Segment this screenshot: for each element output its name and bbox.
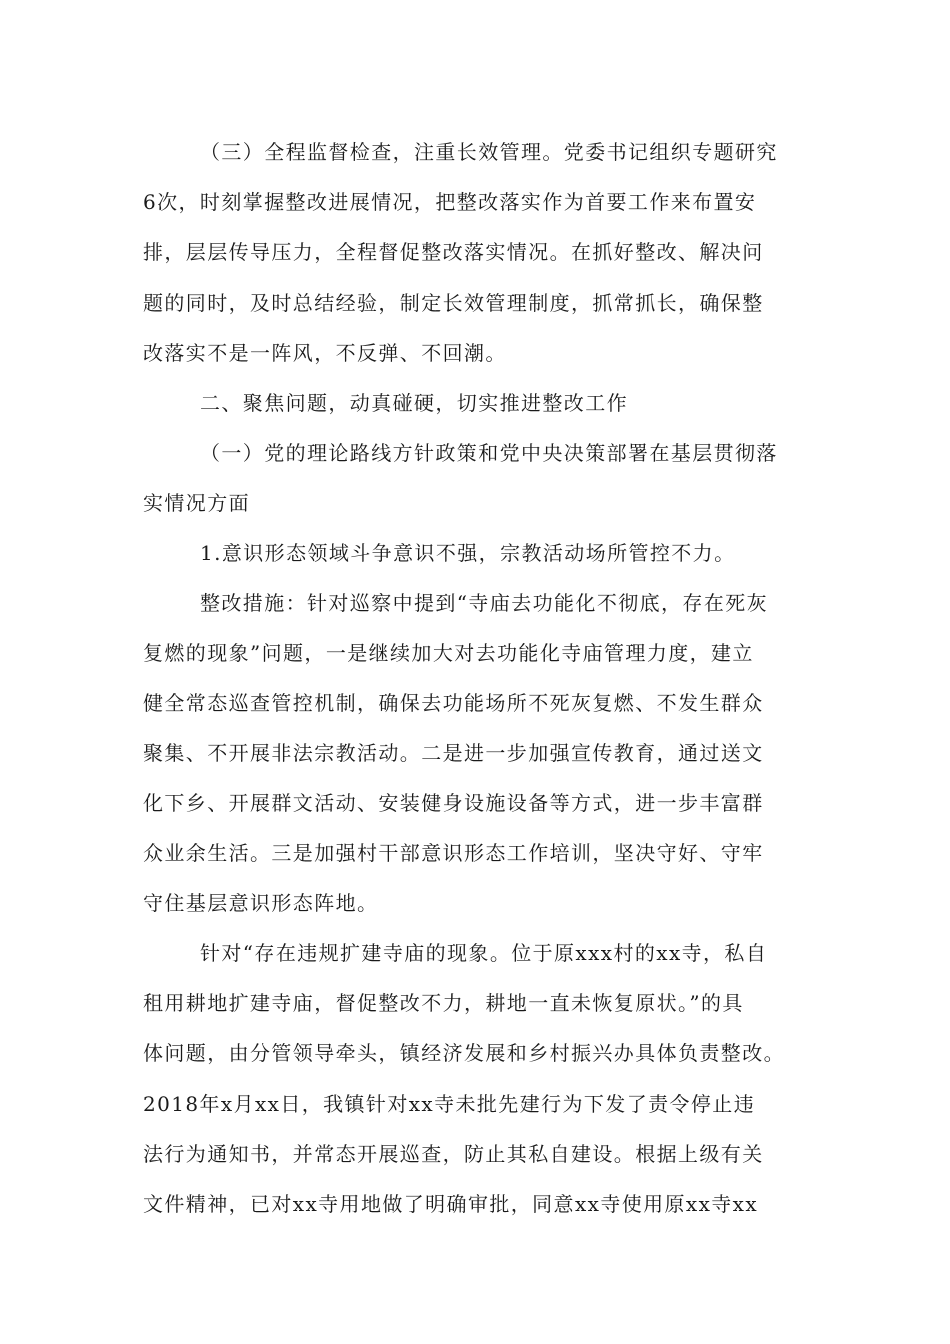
paragraph-line: 2018年x月xx日，我镇针对xx寺未批先建行为下发了责令停止违 — [143, 1092, 756, 1116]
subsection-heading: 实情况方面 — [143, 491, 250, 515]
paragraph-line: 改落实不是一阵风，不反弹、不回潮。 — [143, 341, 507, 365]
paragraph-line: 法行为通知书，并常态开展巡查，防止其私自建设。根据上级有关 — [143, 1142, 764, 1166]
paragraph-line: 文件精神，已对xx寺用地做了明确审批，同意xx寺使用原xx寺xx — [143, 1192, 759, 1216]
paragraph-line: 守住基层意识形态阵地。 — [143, 891, 379, 915]
paragraph-line: 聚集、不开展非法宗教活动。二是进一步加强宣传教育，通过送文 — [143, 741, 764, 765]
paragraph-line: （三）全程监督检查，注重长效管理。党委书记组织专题研究 — [200, 140, 778, 164]
paragraph-line: 题的同时，及时总结经验，制定长效管理制度，抓常抓长，确保整 — [143, 291, 764, 315]
paragraph-line: 健全常态巡查管控机制，确保去功能场所不死灰复燃、不发生群众 — [143, 691, 764, 715]
paragraph-line: 6次，时刻掌握整改进展情况，把整改落实作为首要工作来布置安 — [143, 190, 757, 214]
paragraph-line: 化下乡、开展群文活动、安装健身设施设备等方式，进一步丰富群 — [143, 791, 764, 815]
subsection-heading: （一）党的理论路线方针政策和党中央决策部署在基层贯彻落 — [200, 441, 778, 465]
paragraph-line: 复燃的现象”问题，一是继续加大对去功能化寺庙管理力度，建立 — [143, 641, 754, 665]
paragraph-line: 整改措施：针对巡察中提到“寺庙去功能化不彻底，存在死灰 — [200, 591, 769, 615]
item-heading: 1.意识形态领域斗争意识不强，宗教活动场所管控不力。 — [200, 541, 736, 565]
paragraph-line: 众业余生活。三是加强村干部意识形态工作培训，坚决守好、守牢 — [143, 841, 764, 865]
paragraph-line: 排，层层传导压力，全程督促整改落实情况。在抓好整改、解决问 — [143, 240, 764, 264]
paragraph-line: 针对“存在违规扩建寺庙的现象。位于原xxx村的xx寺，私自 — [200, 941, 768, 965]
paragraph-line: 体问题，由分管领导牵头，镇经济发展和乡村振兴办具体负责整改。 — [143, 1041, 785, 1065]
section-heading: 二、聚焦问题，动真碰硬，切实推进整改工作 — [200, 391, 628, 415]
paragraph-line: 租用耕地扩建寺庙，督促整改不力，耕地一直未恢复原状。”的具 — [143, 991, 744, 1015]
